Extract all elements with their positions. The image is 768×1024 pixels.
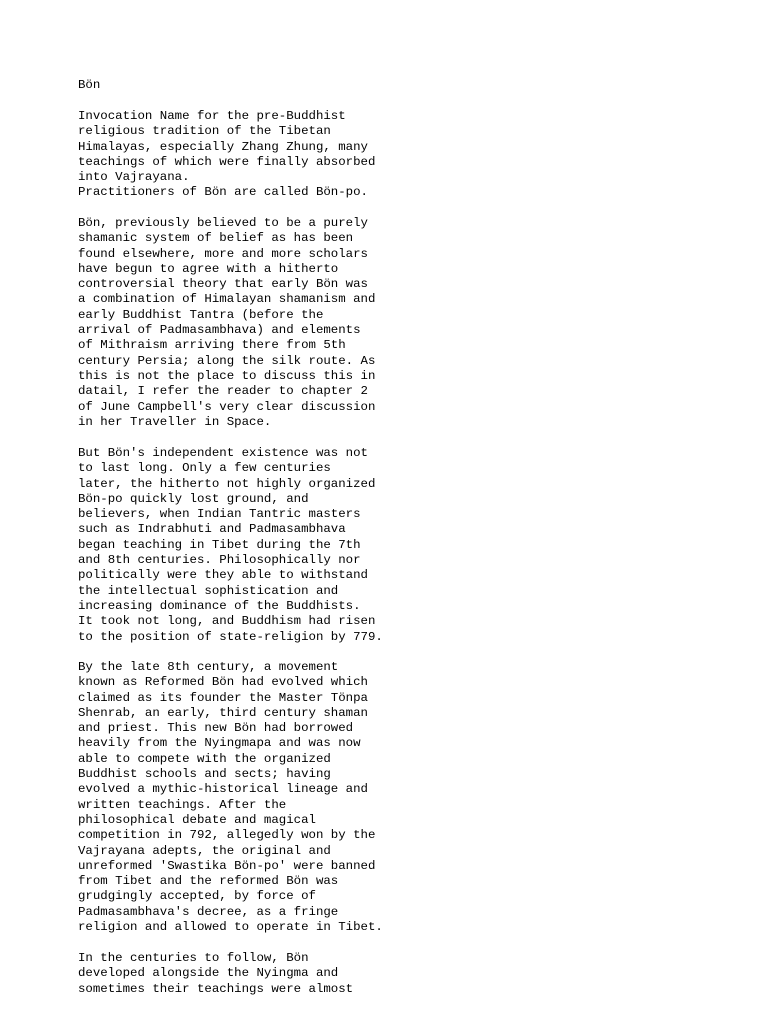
text-line: arrival of Padmasambhava) and elements xyxy=(78,323,361,338)
text-line: in her Traveller in Space. xyxy=(78,414,272,429)
text-line: have begun to agree with a hitherto xyxy=(78,261,339,276)
paragraph-2 xyxy=(78,216,375,430)
text-line: teachings of which were finally absorbed xyxy=(78,154,376,169)
text-line: Invocation Name for the pre-Buddhist xyxy=(78,109,346,123)
text-line: Buddhist schools and sects; having xyxy=(78,767,331,782)
text-line: Bön-po quickly lost ground, and xyxy=(78,491,309,506)
paragraph-5 xyxy=(78,951,353,997)
text-line: and priest. This new Bön had borrowed xyxy=(78,721,354,736)
text-line: able to compete with the organized xyxy=(78,751,331,766)
text-line: known as Reformed Bön had evolved which xyxy=(78,675,368,690)
paragraph-3 xyxy=(78,446,383,645)
text-line: developed alongside the Nyingma and xyxy=(78,966,339,981)
text-line: It took not long, and Buddhism had risen xyxy=(78,614,376,629)
text-line: and 8th centuries. Philosophically nor xyxy=(78,553,361,568)
text-line: found elsewhere, more and more scholars xyxy=(78,246,368,261)
paragraph-1 xyxy=(78,109,375,201)
text-line: evolved a mythic-historical lineage and xyxy=(78,782,368,797)
paragraph-4 xyxy=(78,660,383,935)
text-line: the intellectual sophistication and xyxy=(78,583,339,598)
text-line: unreformed 'Swastika Bön-po' were banned xyxy=(78,858,376,873)
text-line: a combination of Himalayan shamanism and xyxy=(78,292,376,307)
text-line: sometimes their teachings were almost xyxy=(78,981,354,996)
text-line: from Tibet and the reformed Bön was xyxy=(78,874,339,889)
text-line: controversial theory that early Bön was xyxy=(78,277,368,292)
text-line: heavily from the Nyingmapa and was now xyxy=(78,736,361,751)
text-line: written teachings. After the xyxy=(78,797,287,812)
text-line: increasing dominance of the Buddhists. xyxy=(78,598,361,613)
text-line: Padmasambhava's decree, as a fringe xyxy=(78,904,339,919)
text-line: datail, I refer the reader to chapter 2 xyxy=(78,384,368,399)
text-line: claimed as its founder the Master Tönpa xyxy=(78,690,368,705)
text-line: believers, when Indian Tantric masters xyxy=(78,507,361,522)
text-line: Shenrab, an early, third century shaman xyxy=(78,705,368,720)
document-title: Bön xyxy=(78,78,101,92)
text-line: Practitioners of Bön are called Bön-po. xyxy=(78,185,368,200)
text-line: religion and allowed to operate in Tibet. xyxy=(78,920,383,935)
text-line: shamanic system of belief as has been xyxy=(78,231,354,246)
text-line: Bön, previously believed to be a purely xyxy=(78,216,368,230)
text-line: philosophical debate and magical xyxy=(78,812,316,827)
text-line: began teaching in Tibet during the 7th xyxy=(78,537,361,552)
text-line: later, the hitherto not highly organized xyxy=(78,476,376,491)
text-line: In the centuries to follow, Bön xyxy=(78,951,309,965)
text-line: religious tradition of the Tibetan xyxy=(78,124,331,139)
text-line: to last long. Only a few centuries xyxy=(78,461,331,476)
text-line: Himalayas, especially Zhang Zhung, many xyxy=(78,139,368,154)
text-line: of June Campbell's very clear discussion xyxy=(78,399,376,414)
text-line: By the late 8th century, a movement xyxy=(78,660,339,674)
text-line: this is not the place to discuss this in xyxy=(78,368,376,383)
text-line: into Vajrayana. xyxy=(78,170,190,185)
text-line: early Buddhist Tantra (before the xyxy=(78,307,324,322)
text-line: such as Indrabhuti and Padmasambhava xyxy=(78,522,346,537)
text-line: But Bön's independent existence was not xyxy=(78,446,368,460)
text-line: to the position of state-religion by 779. xyxy=(78,629,383,644)
text-line: competition in 792, allegedly won by the xyxy=(78,828,376,843)
text-line: politically were they able to withstand xyxy=(78,568,368,583)
text-line: of Mithraism arriving there from 5th xyxy=(78,338,346,353)
text-line: grudgingly accepted, by force of xyxy=(78,889,316,904)
text-line: Vajrayana adepts, the original and xyxy=(78,843,331,858)
text-line: century Persia; along the silk route. As xyxy=(78,353,376,368)
